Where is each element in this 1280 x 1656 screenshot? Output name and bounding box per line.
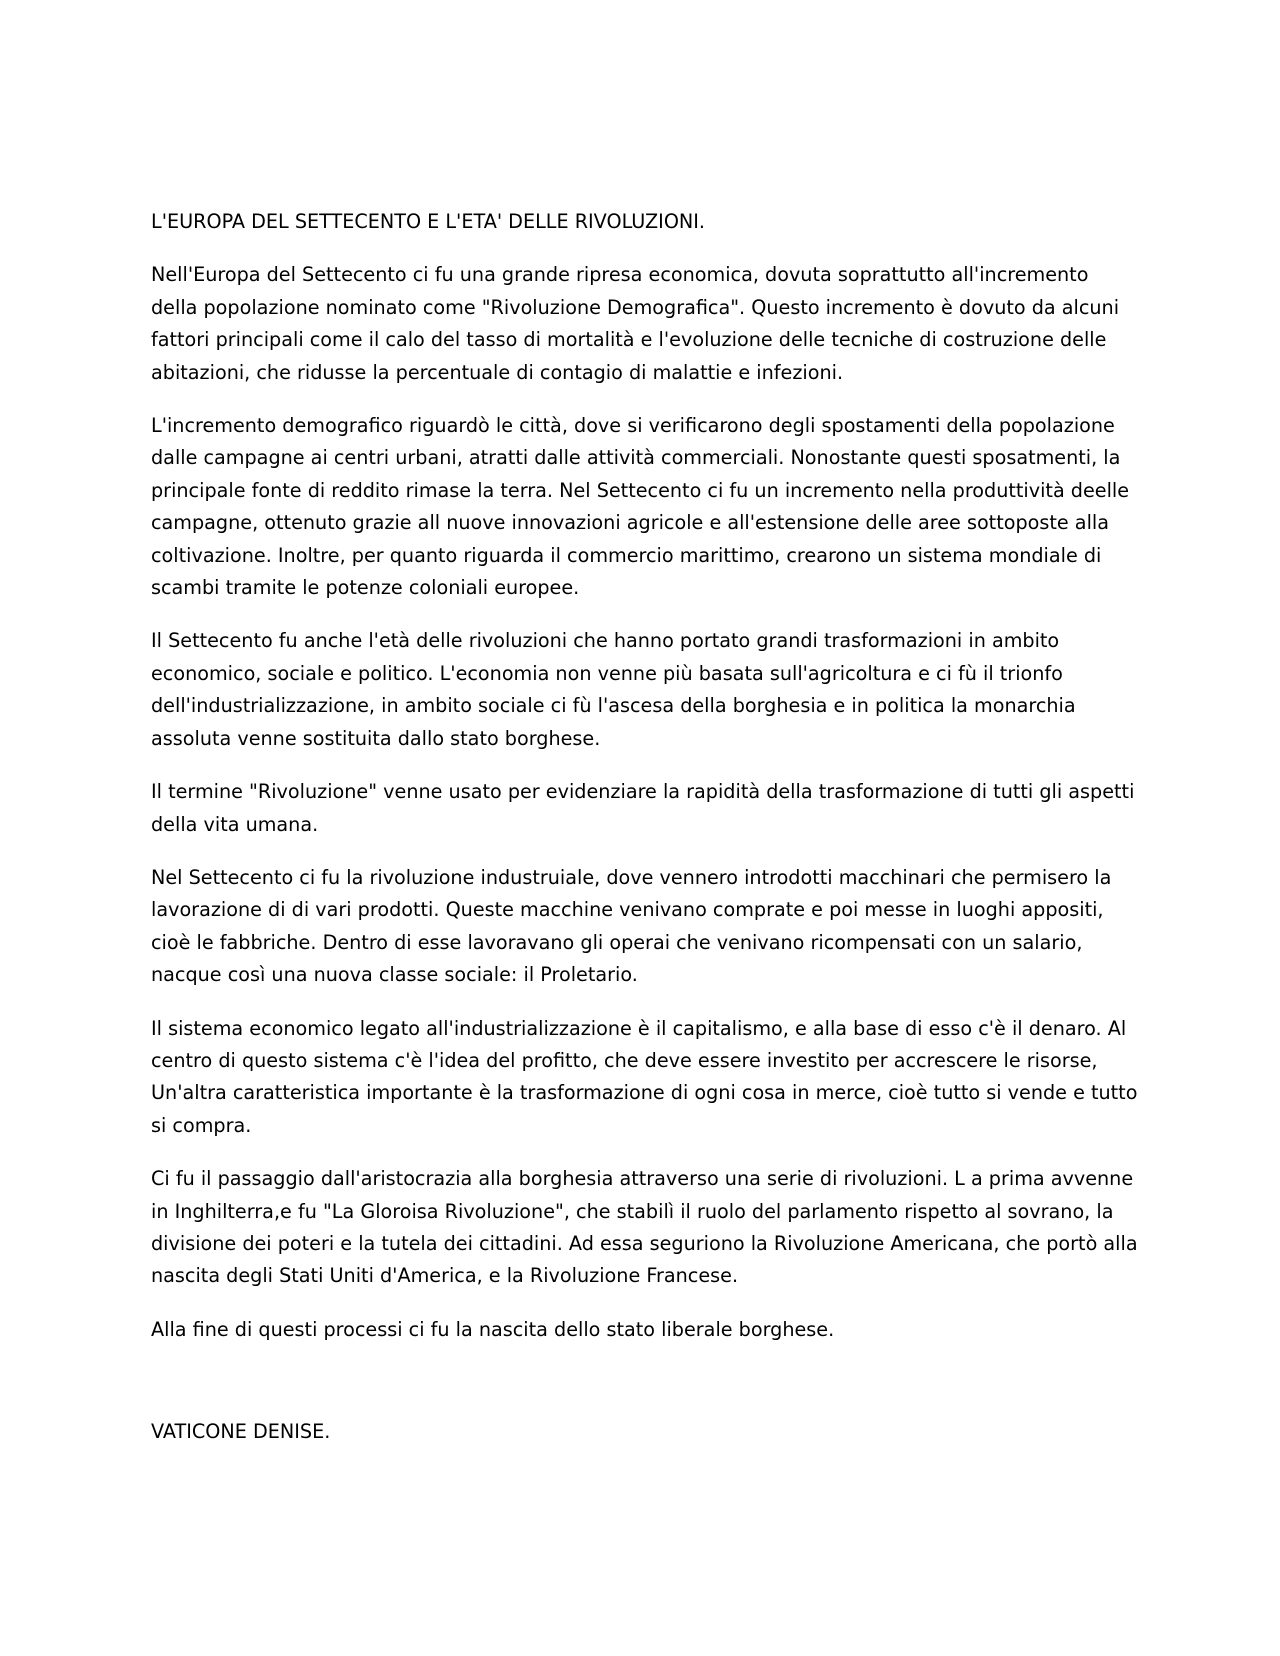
paragraph-capitalism: Il sistema economico legato all'industrializzazione è il capitalismo, e alla base di esso c'è il denaro. Al centro di questo sistema c'è l'idea del profitto, che deve essere investito per accrescere le risorse, Un'altra caratteristica importante è la trasformazione di ogni cosa in merce, cioè tutto si vende e tutto si compra.: [151, 1016, 1138, 1137]
document-body: [151, 206, 1139, 1470]
author-signature: VATICONE DENISE.: [151, 1420, 331, 1444]
paragraph-industrial-revolution: Nel Settecento ci fu la rivoluzione industruiale, dove vennero introdotti macchinari che permisero la lavorazione di di vari prodotti. Queste macchine venivano comprate e poi messe in luoghi appositi, cioè le fabbriche. Dentro di esse lavoravano gli operai che venivano ricompensati con un salario, nacque così una nuova classe sociale: il Proletario.: [151, 865, 1112, 987]
paragraph-age-of-revolutions: Il Settecento fu anche l'età delle rivoluzioni che hanno portato grandi trasformazioni in ambito economico, sociale e politico. L'economia non venne più basata sull'agricoltura e ci fù il trionfo dell'industrializzazione, in ambito sociale ci fù l'ascesa della borghesia e in politica la monarchia assoluta venne sostituita dallo stato borghese.: [151, 629, 1076, 750]
paragraph-urbanization: L'incremento demografico riguardò le città, dove si verificarono degli spostamenti della popolazione dalle campagne ai centri urbani, atratti dalle attività commerciali. Nonostante questi sposatmenti, la principale fonte di reddito rimase la terra. Nel Settecento ci fu un incremento nella produttività deelle campagne, ottenuto grazie all nuove innovazioni agricole e all'estensione delle aree sottoposte alla coltivazione. Inoltre, per quanto riguarda il commercio marittimo, crearono un sistema mondiale di scambi tramite le potenze coloniali europee.: [151, 414, 1130, 600]
paragraph-demographic-revolution: Nell'Europa del Settecento ci fu una grande ripresa economica, dovuta soprattutto all'incremento della popolazione nominato come "Rivoluzione Demografica". Questo incremento è dovuto da alcuni fattori principali come il calo del tasso di mortalità e l'evoluzione delle tecniche di costruzione delle abitazioni, che ridusse la percentuale di contagio di malattie e infezioni.: [151, 263, 1120, 384]
paragraph-revolution-term: Il termine "Rivoluzione" venne usato per evidenziare la rapidità della trasformazione di tutti gli aspetti della vita umana.: [151, 780, 1135, 836]
document-title: L'EUROPA DEL SETTECENTO E L'ETA' DELLE RIVOLUZIONI.: [151, 210, 706, 233]
paragraph-conclusion: Alla fine di questi processi ci fu la nascita dello stato liberale borghese.: [151, 1317, 835, 1341]
paragraph-political-revolutions: Ci fu il passaggio dall'aristocrazia alla borghesia attraverso una serie di rivoluzioni. L a prima avvenne in Inghilterra,e fu "La Gloroisa Rivoluzione", che stabilì il ruolo del parlamento rispetto al sovrano, la divisione dei poteri e la tutela dei cittadini. Ad essa seguriono la Rivoluzione Americana, che portò alla nascita degli Stati Uniti d'America, e la Rivoluzione Francese.: [151, 1167, 1138, 1288]
